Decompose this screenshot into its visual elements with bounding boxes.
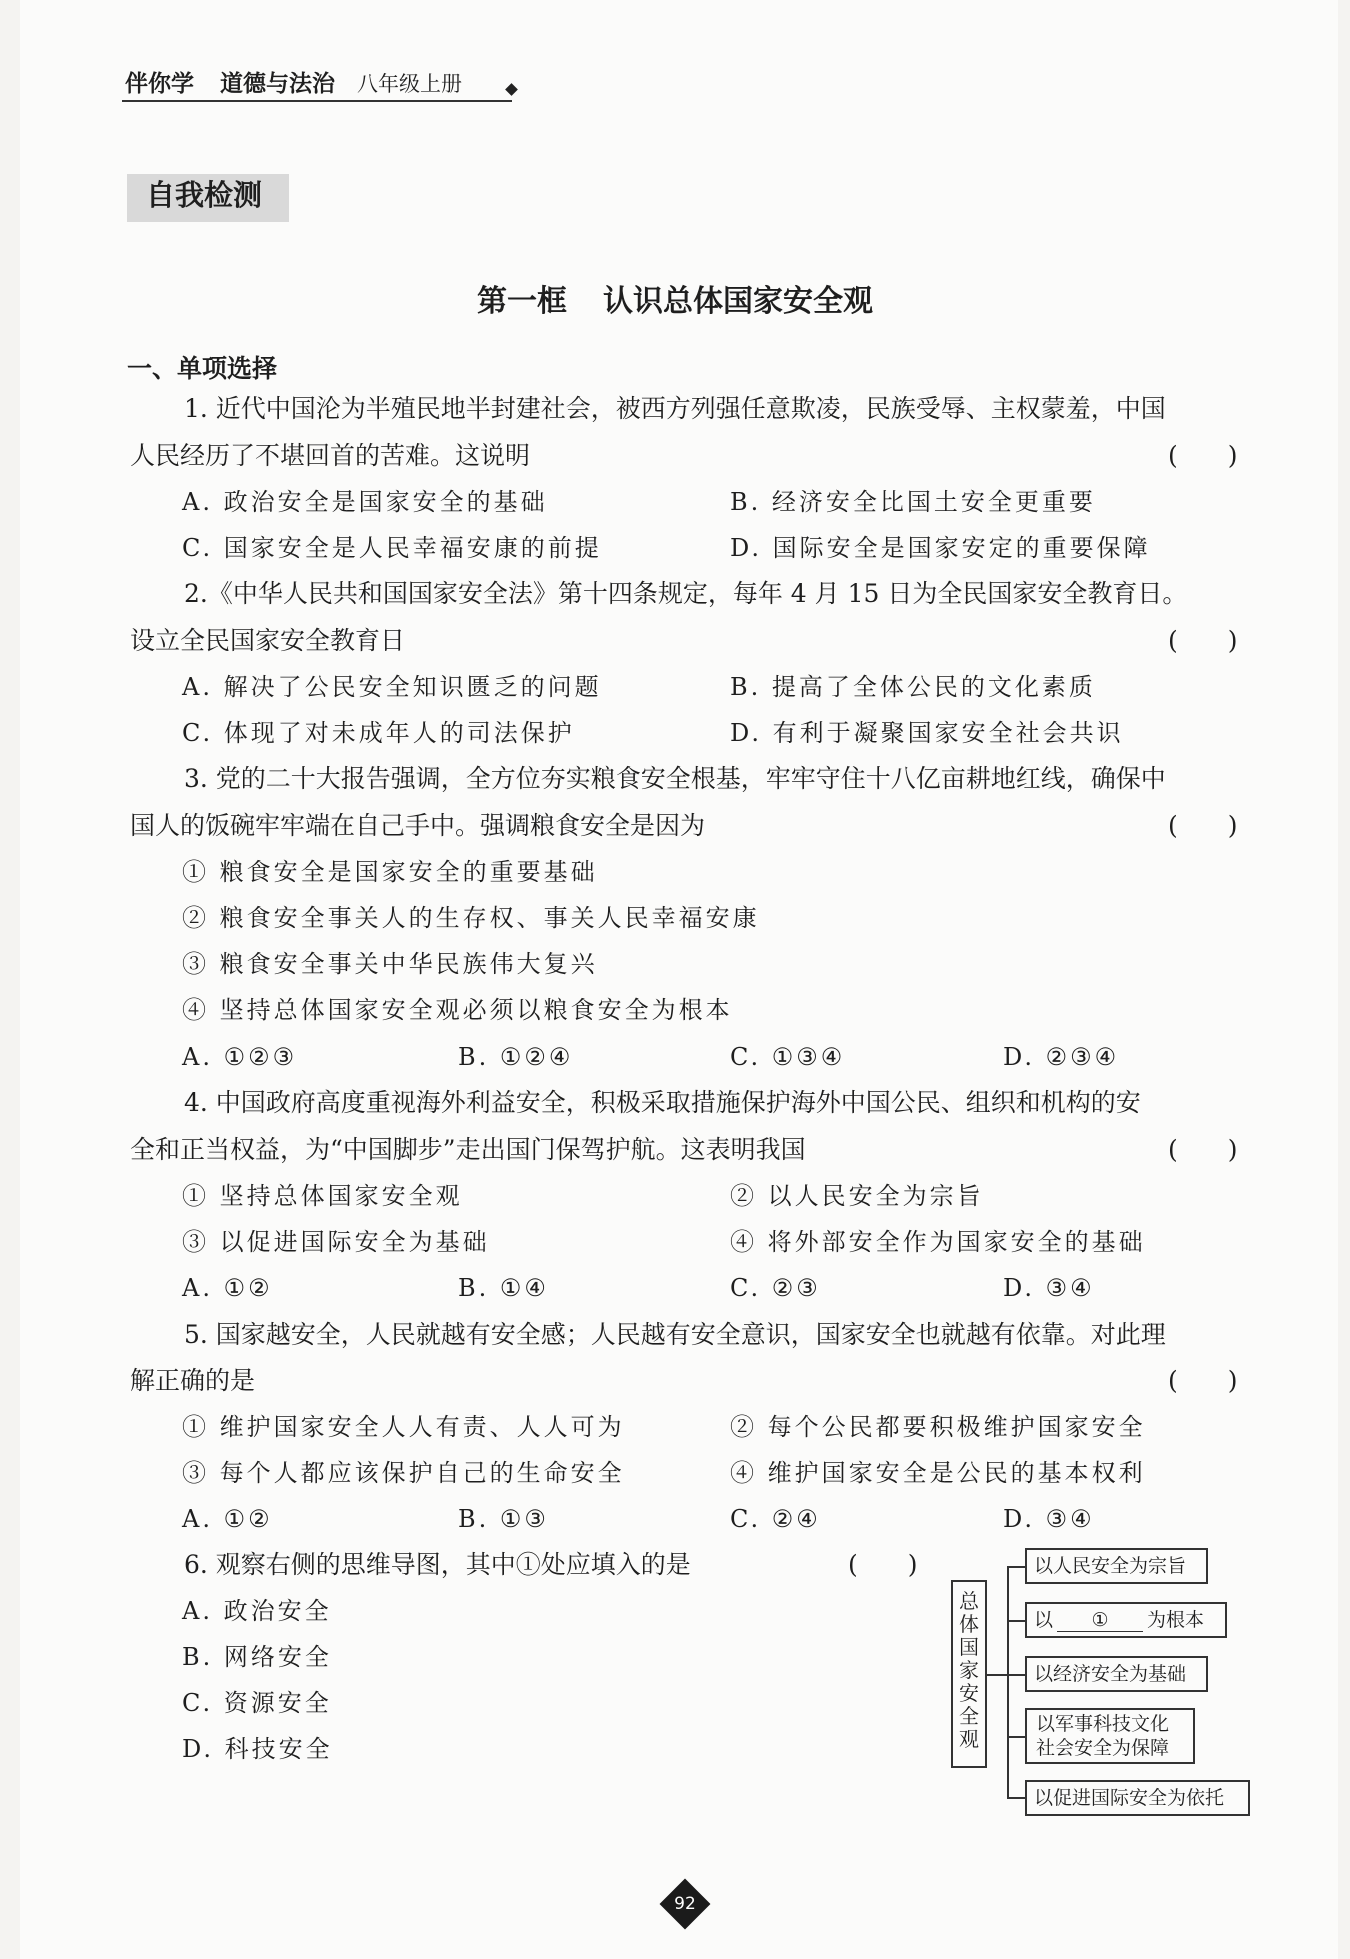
page-number: 92	[674, 1894, 696, 1914]
q2-answer-paren[interactable]: ( )	[1168, 626, 1238, 655]
mindmap-connector	[1007, 1566, 1025, 1568]
section-tag: 自我检测	[127, 174, 289, 222]
mindmap-branch-1: 以人民安全为宗旨	[1025, 1548, 1208, 1584]
q6-option-c[interactable]: C. 资源安全	[182, 1689, 332, 1717]
q1-option-b[interactable]: B. 经济安全比国土安全更重要	[730, 488, 1096, 516]
mindmap-center-char: 全	[959, 1704, 979, 1728]
q4-option-a[interactable]: A. ①②	[182, 1274, 273, 1302]
mindmap-connector	[987, 1674, 1007, 1676]
q5-option-a[interactable]: A. ①②	[182, 1505, 273, 1533]
mindmap-branch-4-line2: 社会安全为保障	[1036, 1737, 1170, 1759]
mindmap-center-char: 总	[959, 1589, 979, 1613]
mindmap-blank: ①	[1057, 1609, 1143, 1632]
q2-option-a[interactable]: A. 解决了公民安全知识匮乏的问题	[182, 673, 602, 701]
mindmap-connector	[1007, 1674, 1025, 1676]
lesson-title	[0, 276, 1350, 320]
subject-name: 道德与法治	[220, 71, 335, 97]
q4-statement-3: ③ 以促进国际安全为基础	[182, 1228, 490, 1256]
q2-option-c[interactable]: C. 体现了对未成年人的司法保护	[182, 719, 575, 747]
q5-answer-paren[interactable]: ( )	[1168, 1366, 1238, 1395]
q4-stem-line1: 4. 中国政府高度重视海外利益安全，积极采取措施保护海外中国公民、组织和机构的安	[184, 1088, 1141, 1117]
q2-stem-line2: 设立全民国家安全教育日	[130, 626, 406, 655]
mindmap-center-char: 国	[959, 1635, 979, 1659]
q1-stem-line2: 人民经历了不堪回首的苦难。这说明	[130, 441, 531, 470]
q5-statement-1: ① 维护国家安全人人有责、人人可为	[182, 1413, 625, 1441]
mindmap-connector	[1007, 1797, 1025, 1799]
q3-statement-3: ③ 粮食安全事关中华民族伟大复兴	[182, 950, 598, 978]
mindmap-branch-4-line1: 以军事科技文化	[1036, 1713, 1170, 1735]
mindmap-branch-2-suffix: 为根本	[1147, 1609, 1205, 1631]
q6-answer-paren[interactable]: ( )	[848, 1550, 918, 1579]
q6-stem: 6. 观察右侧的思维导图，其中①处应填入的是	[184, 1550, 691, 1579]
q5-stem-line1: 5. 国家越安全，人民就越有安全感；人民越有安全意识，国家安全也就越有依靠。对此理	[184, 1320, 1166, 1349]
header-rule	[122, 100, 512, 102]
q4-answer-paren[interactable]: ( )	[1168, 1135, 1238, 1164]
q3-statement-2: ② 粮食安全事关人的生存权、事关人民幸福安康	[182, 904, 760, 932]
lesson-frame: 第一框	[477, 284, 567, 319]
mindmap-connector	[1007, 1736, 1025, 1738]
q3-answer-paren[interactable]: ( )	[1168, 811, 1238, 840]
q4-statement-2: ② 以人民安全为宗旨	[730, 1182, 984, 1210]
q1-stem-line1: 1. 近代中国沦为半殖民地半封建社会，被西方列强任意欺凌，民族受辱、主权蒙羞，中国	[184, 394, 1166, 423]
q1-option-c[interactable]: C. 国家安全是人民幸福安康的前提	[182, 534, 602, 562]
q5-option-d[interactable]: D. ③④	[1003, 1505, 1095, 1533]
q3-option-c[interactable]: C. ①③④	[730, 1043, 846, 1071]
mindmap-center-char: 观	[959, 1727, 979, 1751]
q4-statement-4: ④ 将外部安全作为国家安全的基础	[730, 1228, 1146, 1256]
q4-statement-1: ① 坚持总体国家安全观	[182, 1182, 463, 1210]
mindmap-branch-3: 以经济安全为基础	[1025, 1656, 1208, 1692]
mindmap-center-char: 安	[959, 1681, 979, 1705]
mindmap-branch-2	[1025, 1602, 1227, 1638]
q1-option-d[interactable]: D. 国际安全是国家安定的重要保障	[730, 534, 1151, 562]
running-header	[125, 62, 462, 98]
q5-statement-3: ③ 每个人都应该保护自己的生命安全	[182, 1459, 625, 1487]
mindmap-center-char: 体	[959, 1612, 979, 1636]
q2-stem-line1: 2.《中华人民共和国国家安全法》第十四条规定，每年 4 月 15 日为全民国家安全教育日。	[184, 579, 1188, 608]
q1-option-a[interactable]: A. 政治安全是国家安全的基础	[182, 488, 548, 516]
q1-answer-paren[interactable]: ( )	[1168, 441, 1238, 470]
q4-option-c[interactable]: C. ②③	[730, 1274, 821, 1302]
q5-option-b[interactable]: B. ①③	[458, 1505, 549, 1533]
q2-option-b[interactable]: B. 提高了全体公民的文化素质	[730, 673, 1096, 701]
q3-option-d[interactable]: D. ②③④	[1003, 1043, 1120, 1071]
mindmap-connector	[1007, 1620, 1025, 1622]
q3-option-b[interactable]: B. ①②④	[458, 1043, 574, 1071]
q3-statement-4: ④ 坚持总体国家安全观必须以粮食安全为根本	[182, 996, 733, 1024]
series-name: 伴你学	[125, 71, 194, 97]
q5-stem-line2: 解正确的是	[130, 1366, 256, 1395]
q2-option-d[interactable]: D. 有利于凝聚国家安全社会共识	[730, 719, 1124, 747]
q4-option-d[interactable]: D. ③④	[1003, 1274, 1095, 1302]
q3-stem-line1: 3. 党的二十大报告强调，全方位夯实粮食安全根基，牢牢守住十八亿亩耕地红线，确保中	[184, 764, 1166, 793]
q4-stem-line2: 全和正当权益，为“中国脚步”走出国门保驾护航。这表明我国	[130, 1135, 806, 1164]
lesson-name: 认识总体国家安全观	[603, 284, 873, 319]
mindmap-center-char: 家	[959, 1658, 979, 1682]
q5-option-c[interactable]: C. ②④	[730, 1505, 821, 1533]
mindmap-branch-4	[1025, 1708, 1195, 1764]
q3-stem-line2: 国人的饭碗牢牢端在自己手中。强调粮食安全是因为	[130, 811, 706, 840]
q3-option-a[interactable]: A. ①②③	[182, 1043, 298, 1071]
q4-option-b[interactable]: B. ①④	[458, 1274, 549, 1302]
q6-option-b[interactable]: B. 网络安全	[182, 1643, 332, 1671]
q6-option-d[interactable]: D. 科技安全	[182, 1735, 333, 1763]
q6-option-a[interactable]: A. 政治安全	[182, 1597, 332, 1625]
mindmap-branch-5: 以促进国际安全为依托	[1025, 1780, 1250, 1816]
part-title: 一、单项选择	[127, 354, 278, 383]
mindmap-trunk-line	[1007, 1566, 1009, 1798]
q3-statement-1: ① 粮食安全是国家安全的重要基础	[182, 858, 598, 886]
q5-statement-4: ④ 维护国家安全是公民的基本权利	[730, 1459, 1146, 1487]
mindmap-center-box	[951, 1580, 987, 1768]
mindmap-branch-2-prefix: 以	[1034, 1609, 1054, 1631]
q5-statement-2: ② 每个公民都要积极维护国家安全	[730, 1413, 1146, 1441]
grade-name: 八年级上册	[357, 72, 462, 96]
